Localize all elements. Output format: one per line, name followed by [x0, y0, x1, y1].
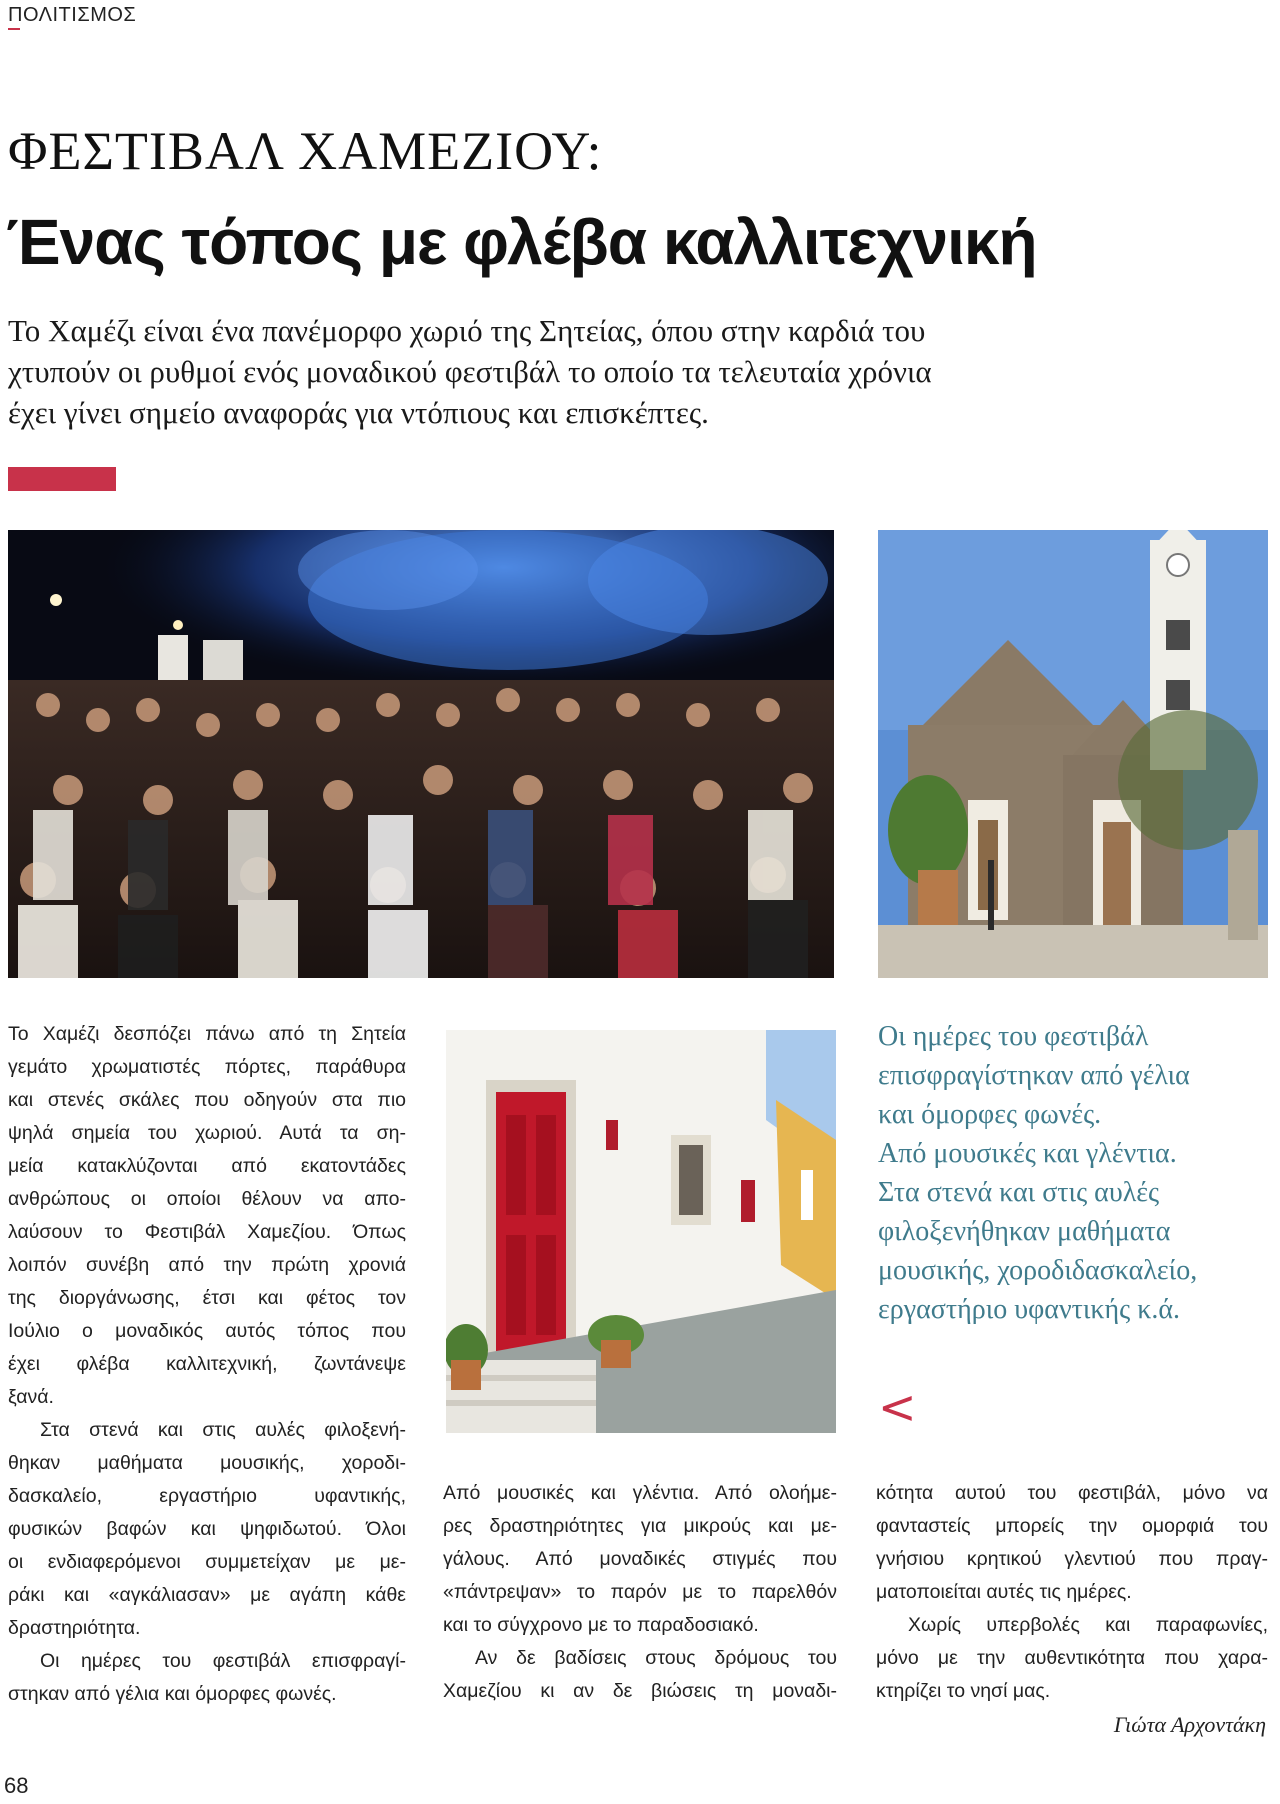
village-church-photo [878, 530, 1268, 978]
pull-quote-line: φιλοξενήθηκαν μαθήματα [878, 1216, 1171, 1247]
column-line: ανθρώπους οι οποίοι θέλουν να απο- [8, 1188, 406, 1210]
column-line: ρες δραστηριότητες για μικρούς και με- [443, 1515, 837, 1537]
column-line: γνήσιου κρητικού γλεντιού που πραγ- [876, 1548, 1268, 1570]
column-line: θηκαν μαθήματα μουσικής, χοροδι- [8, 1452, 406, 1474]
article-author: Γιώτα Αρχοντάκη [1113, 1712, 1266, 1737]
chevron-left-icon: < [878, 1380, 917, 1434]
column-line: Χαμεζίου κι αν δε βιώσεις τη μοναδι- [443, 1680, 837, 1702]
column-line: ράκι και «αγκάλιασαν» με αγάπη κάθε [8, 1584, 406, 1606]
column-line: ματοποιείται αυτές τις ημέρες. [876, 1581, 1132, 1603]
column-line: Ιούλιο ο μοναδικός αυτός τόπος που [8, 1320, 406, 1342]
pull-quote-line: Από μουσικές και γλέντια. [878, 1138, 1177, 1169]
article-column-2 [443, 1477, 837, 1708]
column-line: Το Χαμέζι δεσπόζει πάνω από τη Σητεία [8, 1023, 406, 1045]
column-line: Στα στενά και στις αυλές φιλοξενή- [40, 1419, 406, 1441]
lede-line: Το Χαμέζι είναι ένα πανέμορφο χωριό της Σητείας, όπου στην καρδιά του [8, 313, 926, 348]
article-kicker: ΦΕΣΤΙΒΑΛ ΧΑΜΕΖΙΟΥ: [8, 121, 603, 181]
column-line: δραστηριότητα. [8, 1617, 141, 1639]
column-line: γεμάτο χρωματιστές πόρτες, παράθυρα [8, 1056, 406, 1078]
pull-quote-line: εργαστήριο υφαντικής κ.ά. [878, 1294, 1181, 1325]
column-line: φανταστείς μπορείς την ομορφιά του [876, 1515, 1268, 1537]
pull-quote-line: Στα στενά και στις αυλές [878, 1177, 1160, 1208]
column-line: της διοργάνωσης, έτσι και φέτος τον [8, 1287, 406, 1309]
column-line: στηκαν από γέλια και όμορφες φωνές. [8, 1683, 337, 1705]
page-number: 68 [4, 1773, 29, 1798]
column-line: Αν δε βαδίσεις στους δρόμους του [475, 1647, 837, 1669]
section-label: ΠΟΛΙΤΙΣΜΟΣ [8, 4, 137, 26]
pull-quote-line: και όμορφες φωνές. [878, 1099, 1102, 1130]
column-line: κτηρίζει το νησί μας. [876, 1680, 1051, 1702]
pull-quote-line: Οι ημέρες του φεστιβάλ [878, 1021, 1149, 1052]
lede-line: χτυπούν οι ρυθμοί ενός μοναδικού φεστιβάλ το οποίο τα τελευταία χρόνια [8, 354, 932, 389]
column-line: και στενές σκάλες που οδηγούν στα πιο [8, 1089, 406, 1111]
pull-quote-line: μουσικής, χοροδιδασκαλείο, [878, 1255, 1198, 1286]
lede-line: έχει γίνει σημείο αναφοράς για ντόπιους και επισκέπτες. [8, 395, 709, 430]
column-line: ψηλά σημεία του χωριού. Αυτά τα ση- [8, 1122, 406, 1144]
column-line: Από μουσικές και γλέντια. Από ολοήμε- [443, 1482, 837, 1504]
column-line: λαύσουν το Φεστιβάλ Χαμεζίου. Όπως [8, 1221, 406, 1243]
accent-bar [8, 467, 116, 491]
red-door-alley-photo [446, 1030, 836, 1433]
column-line: οι ενδιαφερόμενοι συμμετείχαν με με- [8, 1551, 406, 1573]
article-column-1 [8, 1018, 406, 1711]
column-line: κότητα αυτού του φεστιβάλ, μόνο να [876, 1482, 1268, 1504]
column-line: γάλους. Από μοναδικές στιγμές που [443, 1548, 837, 1570]
column-line: φυσικών βαφών και ψηφιδωτού. Όλοι [8, 1518, 406, 1540]
column-line: ξανά. [8, 1386, 54, 1408]
column-line: Χωρίς υπερβολές και παραφωνίες, [908, 1614, 1268, 1636]
column-line: «πάντρεψαν» το παρόν με το παρελθόν [443, 1581, 837, 1603]
column-line: έχει φλέβα καλλιτεχνική, ζωντάνεψε [8, 1353, 406, 1375]
article-headline: Ένας τόπος με φλέβα καλλιτεχνική [6, 206, 1037, 278]
pull-quote [878, 1017, 1278, 1329]
article-column-3 [876, 1477, 1268, 1708]
column-line: Οι ημέρες του φεστιβάλ επισφραγί- [40, 1650, 406, 1672]
column-line: μεία κατακλύζονται από εκατοντάδες [8, 1155, 406, 1177]
column-line: δασκαλείο, εργαστήριο υφαντικής, [8, 1485, 406, 1507]
column-line: λοιπόν συνέβη από την πρώτη χρονιά [8, 1254, 406, 1276]
festival-dance-photo [8, 530, 834, 978]
article-lede [8, 310, 1048, 433]
column-line: μόνο με την αυθεντικότητα που χαρα- [876, 1647, 1268, 1669]
pull-quote-line: επισφραγίστηκαν από γέλια [878, 1060, 1190, 1091]
column-line: και το σύγχρονο με το παραδοσιακό. [443, 1614, 759, 1636]
